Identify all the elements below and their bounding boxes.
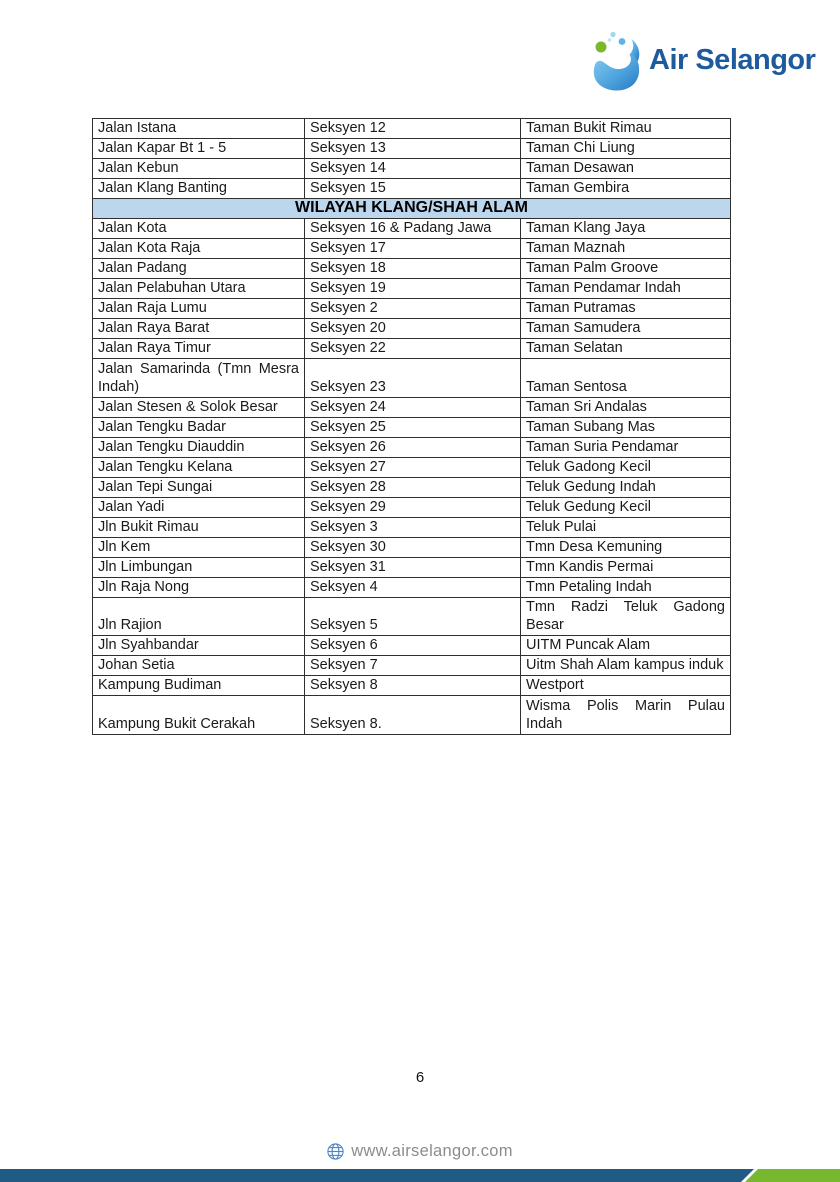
footer-bar	[0, 1169, 840, 1182]
table-cell: Tmn Radzi Teluk Gadong Besar	[521, 598, 731, 636]
table-cell: Jalan Yadi	[93, 498, 305, 518]
table-cell: Taman Sentosa	[521, 359, 731, 398]
table-cell: Taman Maznah	[521, 239, 731, 259]
table-cell: Taman Palm Groove	[521, 259, 731, 279]
table-row	[93, 219, 731, 239]
table-cell: Seksyen 26	[305, 438, 521, 458]
table-row	[93, 119, 731, 139]
table-cell: Taman Putramas	[521, 299, 731, 319]
table-cell: Teluk Gedung Kecil	[521, 498, 731, 518]
table-row	[93, 598, 731, 636]
table-cell: Seksyen 24	[305, 398, 521, 418]
table-cell: Jln Kem	[93, 538, 305, 558]
table-cell: Seksyen 20	[305, 319, 521, 339]
table-cell: Taman Subang Mas	[521, 418, 731, 438]
table-cell: Seksyen 16 & Padang Jawa	[305, 219, 521, 239]
table-cell: Jln Raja Nong	[93, 578, 305, 598]
table-cell: Jalan Pelabuhan Utara	[93, 279, 305, 299]
table-row	[93, 438, 731, 458]
table-cell: Jalan Klang Banting	[93, 179, 305, 199]
table-cell: Tmn Petaling Indah	[521, 578, 731, 598]
table-cell: Seksyen 23	[305, 359, 521, 398]
table-cell: Jalan Istana	[93, 119, 305, 139]
table-cell: Kampung Budiman	[93, 676, 305, 696]
table-row	[93, 299, 731, 319]
table-cell: Jln Syahbandar	[93, 636, 305, 656]
table-cell: Taman Pendamar Indah	[521, 279, 731, 299]
table-row	[93, 538, 731, 558]
table-cell: Jln Rajion	[93, 598, 305, 636]
table-cell: Seksyen 25	[305, 418, 521, 438]
table-cell: Seksyen 2	[305, 299, 521, 319]
table-row	[93, 259, 731, 279]
section-header: WILAYAH KLANG/SHAH ALAM	[93, 199, 731, 219]
table-cell: Taman Chi Liung	[521, 139, 731, 159]
table-cell: Jalan Tepi Sungai	[93, 478, 305, 498]
table-row	[93, 656, 731, 676]
table-cell: Jln Bukit Rimau	[93, 518, 305, 538]
website-url: www.airselangor.com	[351, 1142, 513, 1160]
table-cell: Jln Limbungan	[93, 558, 305, 578]
table-cell: Seksyen 5	[305, 598, 521, 636]
table-row	[93, 359, 731, 398]
table-cell: Tmn Kandis Permai	[521, 558, 731, 578]
table-cell: Taman Samudera	[521, 319, 731, 339]
brand-logo	[588, 28, 815, 92]
table-cell: Taman Desawan	[521, 159, 731, 179]
table-cell: Taman Suria Pendamar	[521, 438, 731, 458]
table-row	[93, 319, 731, 339]
section-header-row	[93, 199, 731, 219]
table-cell: Seksyen 3	[305, 518, 521, 538]
table-row	[93, 676, 731, 696]
table-cell: Jalan Kapar Bt 1 - 5	[93, 139, 305, 159]
table-cell: Tmn Desa Kemuning	[521, 538, 731, 558]
table-cell: Seksyen 13	[305, 139, 521, 159]
table-cell: Seksyen 28	[305, 478, 521, 498]
table-cell: Seksyen 8.	[305, 696, 521, 735]
table-cell: Jalan Raya Barat	[93, 319, 305, 339]
table-cell: Jalan Kebun	[93, 159, 305, 179]
table-cell: Seksyen 17	[305, 239, 521, 259]
table-row	[93, 179, 731, 199]
table-cell: Jalan Raja Lumu	[93, 299, 305, 319]
table-cell: Westport	[521, 676, 731, 696]
table-cell: Taman Sri Andalas	[521, 398, 731, 418]
table-cell: Uitm Shah Alam kampus induk	[521, 656, 731, 676]
table-row	[93, 159, 731, 179]
table-cell: Jalan Stesen & Solok Besar	[93, 398, 305, 418]
table-cell: Kampung Bukit Cerakah	[93, 696, 305, 735]
table-row	[93, 636, 731, 656]
table-cell: Seksyen 12	[305, 119, 521, 139]
table-cell: Seksyen 6	[305, 636, 521, 656]
table-row	[93, 139, 731, 159]
table-row	[93, 558, 731, 578]
table-cell: Seksyen 31	[305, 558, 521, 578]
table-row	[93, 418, 731, 438]
table-row	[93, 478, 731, 498]
table-cell: Taman Gembira	[521, 179, 731, 199]
table-cell: Taman Bukit Rimau	[521, 119, 731, 139]
table-cell: Seksyen 4	[305, 578, 521, 598]
table-cell: Seksyen 14	[305, 159, 521, 179]
table-cell: Johan Setia	[93, 656, 305, 676]
table-row	[93, 458, 731, 478]
table-cell: Jalan Kota Raja	[93, 239, 305, 259]
table-cell: Wisma Polis Marin Pulau Indah	[521, 696, 731, 735]
table-cell: Jalan Samarinda (Tmn Mesra Indah)	[93, 359, 305, 398]
table-cell: Seksyen 29	[305, 498, 521, 518]
table-row	[93, 398, 731, 418]
table-cell: Seksyen 22	[305, 339, 521, 359]
water-splash-icon	[588, 28, 644, 92]
table-cell: Teluk Pulai	[521, 518, 731, 538]
table-cell: Seksyen 18	[305, 259, 521, 279]
table-cell: Teluk Gadong Kecil	[521, 458, 731, 478]
table-cell: Jalan Tengku Kelana	[93, 458, 305, 478]
website-footer	[0, 1142, 840, 1161]
table-row	[93, 279, 731, 299]
page-number: 6	[415, 1069, 425, 1086]
table-cell: Taman Selatan	[521, 339, 731, 359]
table-cell: Jalan Tengku Diauddin	[93, 438, 305, 458]
table-cell: Teluk Gedung Indah	[521, 478, 731, 498]
table-cell: UITM Puncak Alam	[521, 636, 731, 656]
locations-table	[92, 118, 731, 735]
table-row	[93, 339, 731, 359]
table-row	[93, 696, 731, 735]
table-cell: Taman Klang Jaya	[521, 219, 731, 239]
footer-bar-blue	[0, 1169, 840, 1182]
globe-icon	[327, 1143, 344, 1160]
table-row	[93, 239, 731, 259]
table-cell: Jalan Padang	[93, 259, 305, 279]
table-cell: Seksyen 27	[305, 458, 521, 478]
table-cell: Jalan Tengku Badar	[93, 418, 305, 438]
table-cell: Seksyen 8	[305, 676, 521, 696]
table-cell: Seksyen 19	[305, 279, 521, 299]
table-cell: Seksyen 30	[305, 538, 521, 558]
table-cell: Seksyen 7	[305, 656, 521, 676]
brand-name: Air Selangor	[649, 43, 816, 76]
table-row	[93, 498, 731, 518]
table-row	[93, 518, 731, 538]
table-cell: Jalan Raya Timur	[93, 339, 305, 359]
table-cell: Jalan Kota	[93, 219, 305, 239]
table-cell: Seksyen 15	[305, 179, 521, 199]
table-row	[93, 578, 731, 598]
